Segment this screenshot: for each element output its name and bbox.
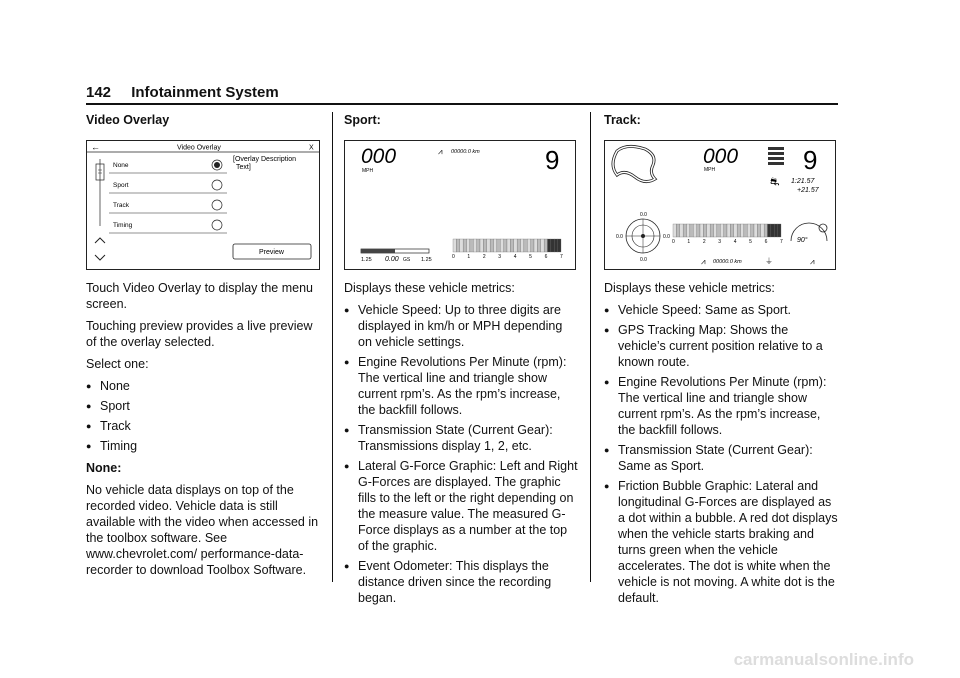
bubble-top: 0.0 [640,212,647,218]
speed-readout: 000 [703,145,739,168]
rpm-segment [724,224,727,237]
list-item: ● Vehicle Speed: Up to three digits are displayed in km/h or MPH depending on vehicle settings. [344,302,578,350]
traction-icon: ⛐ [770,176,780,188]
rpm-segment [710,224,713,237]
overlay-option-label: None [113,162,129,169]
rpm-segment [500,239,503,252]
rpm-segment [737,224,740,237]
rpm-segment [751,224,754,237]
list-item: ● Lateral G-Force Graphic: Left and Right G-Forces are displayed. The graphic fills to the left or the right depending on the measure value. The measured G-Force displays as a number at the top of the graphic. [344,458,578,554]
radio-button[interactable] [212,180,222,190]
rpm-segment [494,239,497,252]
column-video-overlay [86,112,320,584]
scroll-down-icon [95,255,105,260]
sport-figure [344,140,576,270]
rpm-tick-label: 6 [764,239,768,245]
rpm-segment [544,239,547,252]
header-rule [86,103,838,105]
rpm-tick-label: 7 [560,254,563,260]
rpm-segment [697,224,700,237]
overlay-description-line1: [Overlay Description [233,156,297,163]
rpm-segment [521,239,524,252]
rpm-segment [683,224,686,237]
column-divider [590,112,591,582]
video-overlay-screen [87,141,319,269]
rpm-segment [558,239,561,252]
overlay-option-label: Timing [113,222,133,229]
rpm-segment [504,239,507,252]
rpm-tick-label: 1 [467,254,471,260]
rpm-segment [730,224,733,237]
rpm-tick-label: 4 [733,239,737,245]
rpm-tick-label: 3 [718,239,722,245]
rpm-segment [517,239,520,252]
paragraph-none: No vehicle data displays on top of the recorded video. Vehicle data is still available with the video when accessed in the toolbox software. See www.chevrolet.com/ performance-data-recorder to download Toolbox Software. [86,483,319,577]
sport-overlay-screen [345,141,575,269]
speed-readout: 000 [361,145,397,168]
track-intro: Displays these vehicle metrics: [604,281,775,295]
rpm-segment [453,239,456,252]
rpm-segment [514,239,517,252]
road-icon: ⩘ [438,147,443,156]
rpm-segment [507,239,510,252]
video-overlay-figure [86,140,320,270]
track-overlay-screen [605,141,835,269]
road-icon: ⩘ [701,257,706,266]
odometer-readout: 00000.0 km [713,259,742,265]
rpm-segment [460,239,463,252]
list-item: ● Event Odometer: This displays the distance driven since the recording began. [344,558,578,606]
page-header [86,84,279,101]
radio-button[interactable] [212,200,222,210]
rpm-segment [510,239,513,252]
rpm-segment [727,224,730,237]
rpm-tick-label: 2 [702,239,706,245]
rpm-segment [467,239,470,252]
radio-selected-dot [214,162,220,168]
steering-angle: 90° [797,237,808,244]
rpm-segment [524,239,527,252]
rpm-tick-label: 1 [687,239,691,245]
gear-readout: 9 [803,145,818,175]
column-divider [332,112,333,582]
bubble-right: 0.0 [663,234,670,240]
rpm-tick-label: 0 [672,239,675,245]
rpm-segment [757,224,760,237]
gforce-unit: GS [403,257,411,263]
speed-unit: MPH [362,168,374,174]
rpm-segment [531,239,534,252]
rpm-segment [700,224,703,237]
list-item: ● None [86,378,320,394]
rpm-segment [734,224,737,237]
list-item: ● Friction Bubble Graphic: Lateral and longitudinal G-Forces are displayed as a dot within a bubble. A red dot displays when the vehicle starts braking and turns green when the vehicle accelerates. The dot is white when the vehicle is not moving. A white dot is the default. [604,478,838,606]
rpm-segment [477,239,480,252]
watermark: carmanualsonline.info [733,650,914,669]
list-item: ● Sport [86,398,320,414]
rpm-segment [554,239,557,252]
video-overlay-heading: Video Overlay [86,113,170,127]
column-sport [344,112,578,612]
rpm-segment [473,239,476,252]
rpm-segment [551,239,554,252]
rpm-segment [687,224,690,237]
rpm-tick-label: 7 [780,239,783,245]
gforce-right: 1.25 [421,257,432,263]
list-item: ● Transmission State (Current Gear): Transmissions display 1, 2, etc. [344,422,578,454]
gear-shift-icon: ⏚ [765,257,773,266]
rpm-segment [754,224,757,237]
preview-button-label: Preview [259,249,284,256]
rpm-tick-label: 5 [749,239,752,245]
paragraph-touch: Touch Video Overlay to display the menu screen. [86,281,313,311]
sport-intro: Displays these vehicle metrics: [344,281,515,295]
list-item: ● GPS Tracking Map: Shows the vehicle’s current position relative to a known route. [604,322,838,370]
road-icon: ⩘ [810,257,815,266]
rpm-tick-label: 2 [482,254,486,260]
rpm-segment [761,224,764,237]
list-item: ● Transmission State (Current Gear): Same as Sport. [604,442,838,474]
rpm-segment [541,239,544,252]
lap-delta: +21.57 [797,187,819,194]
rpm-segment [497,239,500,252]
rpm-segment [703,224,706,237]
lap-time: 1:21.57 [791,178,815,185]
rpm-segment [527,239,530,252]
rpm-segment [778,224,781,237]
rpm-segment [490,239,493,252]
rpm-segment [487,239,490,252]
list-item: ● Engine Revolutions Per Minute (rpm): The vertical line and triangle show current rpm’s. As the rpm’s increase, the backfill follows. [604,374,838,438]
rpm-segment [717,224,720,237]
overlay-option-label: Track [113,202,130,209]
track-metrics-list [604,302,838,606]
rpm-segment [463,239,466,252]
track-heading: Track: [604,113,641,127]
paragraph-select: Select one: [86,357,149,371]
rpm-segment [774,224,777,237]
gear-readout: 9 [545,145,560,175]
rpm-tick-label: 5 [529,254,532,260]
sport-heading: Sport: [344,113,381,127]
gforce-fill [361,249,395,253]
rpm-segment [714,224,717,237]
rpm-segment [747,224,750,237]
option-list [86,378,320,454]
column-track [604,112,838,612]
track-figure [604,140,836,270]
close-icon: X [309,144,314,152]
rpm-segment [456,239,459,252]
gforce-value: 0.00 [385,256,399,263]
page-number: 142 [86,84,112,101]
rpm-segment [771,224,774,237]
rpm-tick-label: 3 [498,254,502,260]
rpm-segment [676,224,679,237]
radio-button[interactable] [212,220,222,230]
rpm-segment [537,239,540,252]
rpm-segment [680,224,683,237]
rpm-segment [768,224,771,237]
rpm-segment [548,239,551,252]
friction-bubble-icon [626,219,660,253]
list-item: ● Engine Revolutions Per Minute (rpm): The vertical line and triangle show current rpm’s. As the rpm’s increase, the backfill follows. [344,354,578,418]
rpm-segment [707,224,710,237]
rpm-segment [720,224,723,237]
overlay-title: Video Overlay [177,144,221,152]
rpm-segment [741,224,744,237]
rpm-tick-label: 4 [513,254,517,260]
bubble-left: 0.0 [616,234,623,240]
none-heading: None: [86,461,122,475]
overlay-option-label: Sport [113,182,129,189]
scroll-up-icon [95,238,105,243]
rpm-segment [764,224,767,237]
back-arrow-icon: ← [91,142,100,152]
bubble-bottom: 0.0 [640,257,647,263]
speed-unit: MPH [704,167,716,173]
rpm-segment [673,224,676,237]
steering-wheel-icon [819,224,827,232]
section-title: Infotainment System [131,84,279,101]
rpm-segment [744,224,747,237]
overlay-description-line2: Text] [236,164,251,171]
rpm-segment [483,239,486,252]
list-item: ● Vehicle Speed: Same as Sport. [604,302,838,318]
list-item: ● Track [86,418,320,434]
rpm-segment [470,239,473,252]
list-item: ● Timing [86,438,320,454]
odometer-readout: 00000.0 km [451,149,480,155]
rpm-segment [534,239,537,252]
rpm-segment [693,224,696,237]
gforce-left: 1.25 [361,257,372,263]
paragraph-preview: Touching preview provides a live preview of the overlay selected. [86,319,313,349]
rpm-segment [480,239,483,252]
rpm-segment [690,224,693,237]
lap-list-icon [768,147,784,165]
rpm-tick-label: 6 [544,254,548,260]
rpm-tick-label: 0 [452,254,455,260]
sport-metrics-list [344,302,578,606]
